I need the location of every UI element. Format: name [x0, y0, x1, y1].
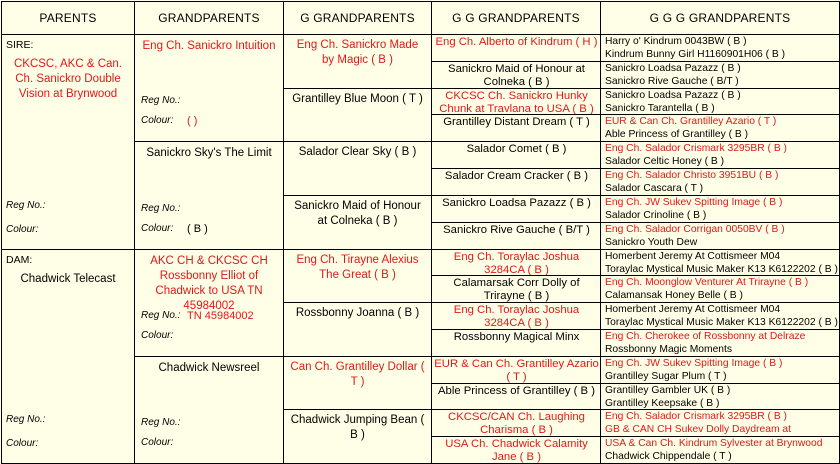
ggg-grandparent-cell: [600, 195, 840, 223]
ggg-grandparent-name: Eng Ch. Salador Christo 3951BU ( B ): [605, 170, 779, 182]
ggg-grandparent-name: Homerbent Jeremy At Cottismeer M04: [605, 250, 781, 262]
ggg-grandparent-cell: [600, 141, 840, 169]
colour-label: Colour:: [141, 329, 174, 341]
gg-grandparent-name: EUR & Can Ch. Grantilley Azario ( T ): [434, 357, 599, 383]
gg-grandparent-cell: [431, 34, 601, 62]
gg-grandparent-cell: [431, 409, 601, 437]
colour-label: Colour:: [141, 222, 174, 234]
gg-grandparent-cell: [431, 436, 601, 464]
colour-label: Colour:: [141, 115, 174, 127]
colour-label: Colour:: [6, 223, 39, 235]
great-grandparent-name: Eng Ch. Tirayne Alexius The Great ( B ): [296, 253, 419, 281]
grandparent-name: AKC CH & CKCSC CH Rossbonny Elliot of Chadwick to USA TN 45984002: [150, 254, 268, 312]
ggg-grandparent-cell: [600, 34, 840, 62]
gg-grandparent-name: Salador Comet ( B ): [466, 143, 567, 156]
reg-value: TN 45984002: [187, 309, 254, 322]
ggg-grandparent-name: GB & CAN CH Sukev Dolly Daydream at: [605, 424, 791, 436]
colour-label: Colour:: [141, 437, 174, 448]
grandparent-cell: [134, 34, 284, 142]
reg-label: Reg No.:: [141, 417, 181, 428]
ggg-grandparent-name: Eng Ch. Salador Crismark 3295BR ( B ): [605, 411, 787, 423]
gg-grandparent-cell: [431, 275, 601, 303]
ggg-grandparent-cell: [600, 329, 840, 357]
great-grandparent-name: Grantilley Blue Moon ( T ): [292, 92, 423, 105]
gg-grandparent-cell: [431, 114, 601, 142]
ggg-grandparent-name: Salador Crinoline ( B ): [605, 209, 707, 221]
ggg-grandparent-name: Eng Ch. Salador Crismark 3295BR ( B ): [605, 143, 787, 155]
ggg-grandparent-name: Calamansak Honey Belle ( B ): [605, 290, 743, 302]
ggg-grandparent-cell: [600, 275, 840, 303]
ggg-grandparent-name: Eng Ch. JW Sukev Spitting Image ( B ): [605, 196, 783, 208]
great-grandparent-cell: [283, 195, 432, 250]
ggg-grandparent-cell: [600, 409, 840, 437]
ggg-grandparent-cell: [600, 222, 840, 250]
grandparent-cell: [134, 249, 284, 357]
dam-label: DAM:: [6, 253, 33, 266]
great-grandparent-cell: [283, 88, 432, 143]
gg-grandparent-name: Eng Ch. Toraylac Joshua 3284CA ( B ): [453, 304, 580, 330]
ggg-grandparent-name: Eng Ch. JW Sukev Spitting Image ( B ): [605, 357, 783, 369]
sire-label: SIRE:: [6, 39, 34, 51]
ggg-grandparent-name: Toraylac Mystical Music Maker K13 K6122202 ( B ): [605, 263, 838, 275]
ggg-grandparent-cell: [600, 383, 840, 411]
ggg-grandparent-cell: [600, 168, 840, 196]
gg-grandparent-name: Calamarsak Corr Dolly of Trirayne ( B ): [453, 277, 580, 303]
gg-grandparent-cell: [431, 141, 601, 169]
gg-grandparent-name: Able Princess of Grantilley ( B ): [438, 384, 595, 397]
ggg-grandparent-name: Sanickro Rive Gauche ( B/T ): [605, 75, 739, 87]
ggg-grandparent-name: Sanickro Tarantella ( B ): [605, 102, 715, 114]
ggg-grandparent-name: Kindrum Bunny Girl H1160901H06 ( B ): [605, 49, 786, 60]
reg-label: Reg No.:: [6, 199, 46, 211]
gg-grandparent-cell: [431, 383, 601, 411]
gg-grandparent-cell: [431, 195, 601, 223]
ggg-grandparent-name: Eng Ch. Moonglow Venturer At Trirayne ( B ): [605, 277, 809, 289]
ggg-grandparent-name: USA & Can Ch. Kindrum Sylvester at Brynwood: [605, 438, 823, 450]
ggg-grandparent-cell: [600, 302, 840, 330]
ggg-grandparent-name: Sanickro Loadsa Pazazz ( B ): [605, 62, 741, 74]
dam-cell: [1, 249, 135, 464]
gg-grandparent-cell: [431, 88, 601, 116]
great-grandparent-name: Sanickro Maid of Honour at Colneka ( B ): [294, 199, 421, 227]
ggg-grandparent-cell: [600, 249, 840, 277]
great-grandparent-cell: [283, 249, 432, 304]
gg-grandparent-cell: [431, 61, 601, 89]
ggg-grandparent-name: Eng Ch. Cherokee of Rossbonny at Delraze: [605, 330, 806, 342]
gg-grandparent-name: USA Ch. Chadwick Calamity Jane ( B ): [445, 438, 588, 464]
gg-grandparent-name: Rossbonny Magical Minx: [453, 330, 580, 343]
reg-label: Reg No.:: [141, 95, 181, 107]
ggg-grandparent-name: Able Princess of Grantilley ( B ): [605, 129, 749, 141]
gg-grandparent-cell: [431, 356, 601, 384]
ggg-grandparent-name: Salador Cascara ( T ): [605, 183, 704, 195]
ggg-grandparent-name: Sanickro Youth Dew: [605, 236, 698, 248]
ggg-grandparent-name: Grantilley Gambler UK ( B ): [605, 384, 731, 396]
great-grandparent-name: Eng Ch. Sanickro Made by Magic ( B ): [296, 39, 419, 66]
reg-label: Reg No.:: [141, 202, 181, 214]
ggg-grandparent-name: Salador Celtic Honey ( B ): [605, 156, 725, 168]
ggg-grandparent-cell: [600, 114, 840, 142]
grandparent-name: Sanickro Sky's The Limit: [146, 147, 272, 160]
grandparent-name: Eng Ch. Sanickro Intuition: [142, 40, 276, 52]
gg-grandparent-name: Grantilley Distant Dream ( T ): [443, 116, 590, 129]
ggg-grandparent-cell: [600, 436, 840, 464]
great-grandparent-name: Rossbonny Joanna ( B ): [295, 307, 420, 320]
ggg-grandparent-name: Chadwick Chippendale ( T ): [605, 451, 732, 463]
ggg-grandparent-name: Toraylac Mystical Music Maker K13 K6122202 ( B ): [605, 317, 838, 329]
ggg-grandparent-cell: [600, 88, 840, 116]
ggg-grandparent-name: Sanickro Loadsa Pazazz ( B ): [605, 89, 741, 101]
column-header: G G G GRANDPARENTS: [600, 1, 840, 35]
gg-grandparent-name: Salador Cream Cracker ( B ): [444, 170, 589, 183]
gg-grandparent-cell: [431, 222, 601, 250]
ggg-grandparent-name: Harry o' Kindrum 0043BW ( B ): [605, 36, 747, 47]
grandparent-cell: [134, 141, 284, 249]
ggg-grandparent-cell: [600, 61, 840, 89]
great-grandparent-cell: [283, 302, 432, 357]
great-grandparent-cell: [283, 34, 432, 89]
column-header: G G GRANDPARENTS: [431, 1, 601, 35]
gg-grandparent-name: Sanickro Maid of Honour at Colneka ( B ): [448, 62, 585, 88]
grandparent-name: Chadwick Newsreel: [158, 361, 260, 374]
ggg-grandparent-name: Homerbent Jeremy At Cottismeer M04: [605, 304, 781, 316]
grandparent-cell: [134, 356, 284, 464]
gg-grandparent-name: Sanickro Rive Gauche ( B/T ): [443, 223, 590, 236]
gg-grandparent-name: Eng Ch. Alberto of Kindrum ( H ): [435, 36, 598, 48]
gg-grandparent-cell: [431, 302, 601, 330]
gg-grandparent-name: Eng Ch. Toraylac Joshua 3284CA ( B ): [453, 250, 580, 276]
great-grandparent-name: Can Ch. Grantilley Dollar ( T ): [290, 360, 425, 388]
ggg-grandparent-name: Eng Ch. Salador Corrigan 0050BV ( B ): [605, 223, 785, 235]
great-grandparent-name: Salador Clear Sky ( B ): [298, 146, 417, 159]
gg-grandparent-name: CKCSC Ch. Sanickro Hunky Chunk at Travlana to USA ( B ): [439, 89, 594, 115]
colour-value: ( B ): [187, 222, 208, 235]
ggg-grandparent-name: Grantilley Keepsake ( B ): [605, 397, 720, 409]
colour-label: Colour:: [6, 438, 39, 449]
column-header: G GRANDPARENTS: [283, 1, 432, 35]
ggg-grandparent-name: EUR & Can Ch. Grantilley Azario ( T ): [605, 116, 777, 128]
gg-grandparent-cell: [431, 249, 601, 277]
colour-value: ( ): [187, 115, 198, 128]
column-header: GRANDPARENTS: [134, 1, 284, 35]
sire-name: CKCSC, AKC & Can. Ch. Sanickro Double Vision at Brynwood: [13, 58, 122, 100]
gg-grandparent-name: Sanickro Loadsa Pazazz ( B ): [442, 196, 591, 209]
sire-cell: [1, 34, 135, 250]
gg-grandparent-name: CKCSC/CAN Ch. Laughing Charisma ( B ): [448, 411, 585, 437]
column-header: PARENTS: [1, 1, 135, 35]
reg-label: Reg No.:: [6, 414, 46, 425]
ggg-grandparent-name: Grantilley Sugar Plum ( T ): [605, 370, 727, 382]
ggg-grandparent-name: Rossbonny Magic Moments: [605, 343, 733, 355]
reg-label: Reg No.:: [141, 309, 181, 321]
gg-grandparent-cell: [431, 329, 601, 357]
great-grandparent-name: Chadwick Jumping Bean ( B ): [290, 414, 425, 442]
ggg-grandparent-cell: [600, 356, 840, 384]
great-grandparent-cell: [283, 356, 432, 411]
great-grandparent-cell: [283, 141, 432, 196]
gg-grandparent-cell: [431, 168, 601, 196]
dam-name: Chadwick Telecast: [20, 272, 116, 285]
great-grandparent-cell: [283, 409, 432, 464]
